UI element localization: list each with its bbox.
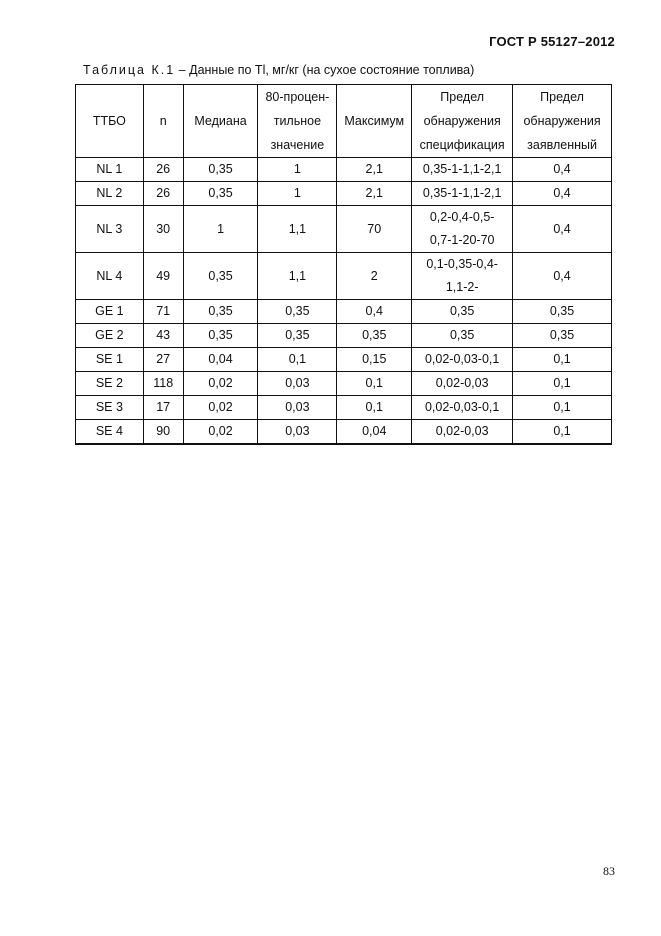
cell-n: 27: [143, 348, 183, 372]
cell-ttbo: SE 1: [76, 348, 144, 372]
spec-line: 0,2-0,4-0,5-: [429, 210, 495, 224]
spec-line: 0,1-0,35-0,4-: [426, 257, 498, 271]
spec-line: 0,35-1-1,1-2,1: [422, 186, 502, 200]
cell-median: 0,35: [183, 158, 258, 182]
column-header-line: Предел: [440, 90, 485, 104]
cell-ttbo: GE 1: [76, 300, 144, 324]
table-row: [76, 300, 612, 324]
cell-max: 2,1: [337, 182, 412, 206]
cell-max: 2,1: [337, 158, 412, 182]
spec-line: 0,02-0,03: [435, 376, 489, 390]
cell-spec: [412, 372, 513, 396]
cell-median: 0,02: [183, 372, 258, 396]
cell-max: 70: [337, 206, 412, 253]
cell-max: 0,1: [337, 396, 412, 420]
document-standard-header: ГОСТ Р 55127–2012: [489, 34, 615, 49]
column-header: [143, 85, 183, 158]
column-header: [258, 85, 337, 158]
table-row: [76, 396, 612, 420]
cell-max: 0,1: [337, 372, 412, 396]
cell-p80: 1: [258, 182, 337, 206]
cell-declared: 0,1: [513, 420, 612, 445]
cell-n: 90: [143, 420, 183, 445]
column-header: [412, 85, 513, 158]
table-row: [76, 372, 612, 396]
cell-spec: [412, 300, 513, 324]
cell-n: 43: [143, 324, 183, 348]
table-row: [76, 253, 612, 300]
cell-spec: [412, 182, 513, 206]
cell-declared: 0,35: [513, 300, 612, 324]
column-header-line: Предел: [540, 90, 584, 104]
cell-p80: 1,1: [258, 206, 337, 253]
cell-p80: 0,03: [258, 420, 337, 445]
cell-n: 118: [143, 372, 183, 396]
column-header-line: заявленный: [527, 138, 597, 152]
cell-max: 2: [337, 253, 412, 300]
cell-median: 0,02: [183, 420, 258, 445]
cell-n: 17: [143, 396, 183, 420]
spec-line: 0,02-0,03: [435, 424, 489, 438]
table-header-row: [76, 85, 612, 158]
cell-max: 0,35: [337, 324, 412, 348]
cell-median: 0,35: [183, 182, 258, 206]
cell-spec: [412, 253, 513, 300]
cell-spec: [412, 348, 513, 372]
spec-line: 0,02-0,03-0,1: [424, 352, 500, 366]
cell-ttbo: SE 2: [76, 372, 144, 396]
cell-declared: 0,4: [513, 253, 612, 300]
column-header: [76, 85, 144, 158]
spec-line: 1,1-2-: [445, 280, 479, 294]
column-header-line: тильное: [273, 114, 322, 128]
cell-n: 49: [143, 253, 183, 300]
cell-ttbo: NL 3: [76, 206, 144, 253]
table-row: [76, 158, 612, 182]
spec-line: 0,35: [449, 304, 475, 318]
table-row: [76, 182, 612, 206]
cell-median: 0,35: [183, 324, 258, 348]
table-row: [76, 348, 612, 372]
cell-median: 0,35: [183, 300, 258, 324]
table-caption: [83, 63, 474, 77]
column-header-line: обнаружения: [423, 114, 501, 128]
cell-ttbo: GE 2: [76, 324, 144, 348]
cell-n: 26: [143, 158, 183, 182]
cell-median: 0,04: [183, 348, 258, 372]
table-caption-label: Таблица К.1: [83, 63, 176, 77]
cell-spec: [412, 396, 513, 420]
spec-line: 0,02-0,03-0,1: [424, 400, 500, 414]
cell-declared: 0,1: [513, 372, 612, 396]
cell-median: 0,35: [183, 253, 258, 300]
data-table: [75, 84, 612, 445]
column-header-line: Максимум: [344, 114, 405, 128]
cell-declared: 0,4: [513, 182, 612, 206]
spec-line: 0,7-1-20-70: [429, 233, 495, 247]
spec-line: 0,35: [449, 328, 475, 342]
table-row: [76, 420, 612, 445]
column-header-line: n: [159, 114, 167, 128]
cell-n: 71: [143, 300, 183, 324]
cell-n: 30: [143, 206, 183, 253]
cell-ttbo: NL 2: [76, 182, 144, 206]
cell-p80: 0,1: [258, 348, 337, 372]
cell-max: 0,15: [337, 348, 412, 372]
cell-declared: 0,4: [513, 158, 612, 182]
column-header-line: спецификация: [419, 138, 505, 152]
page-number: 83: [603, 864, 615, 878]
cell-p80: 0,35: [258, 300, 337, 324]
cell-n: 26: [143, 182, 183, 206]
cell-p80: 0,03: [258, 372, 337, 396]
table-row: [76, 206, 612, 253]
table-header: [76, 85, 612, 158]
column-header: [513, 85, 612, 158]
cell-spec: [412, 324, 513, 348]
cell-max: 0,4: [337, 300, 412, 324]
cell-spec: [412, 206, 513, 253]
column-header: [337, 85, 412, 158]
cell-ttbo: SE 3: [76, 396, 144, 420]
table-row: [76, 324, 612, 348]
table-caption-text: – Данные по Tl, мг/кг (на сухое состояние топлива): [175, 63, 475, 77]
column-header-line: 80-процен-: [265, 90, 330, 104]
column-header-line: ТТБО: [92, 114, 126, 128]
spec-line: 0,35-1-1,1-2,1: [422, 162, 502, 176]
cell-declared: 0,35: [513, 324, 612, 348]
cell-p80: 1,1: [258, 253, 337, 300]
cell-median: 1: [183, 206, 258, 253]
cell-p80: 0,03: [258, 396, 337, 420]
cell-ttbo: NL 4: [76, 253, 144, 300]
cell-p80: 1: [258, 158, 337, 182]
cell-declared: 0,1: [513, 396, 612, 420]
column-header: [183, 85, 258, 158]
cell-declared: 0,1: [513, 348, 612, 372]
cell-max: 0,04: [337, 420, 412, 445]
column-header-line: значение: [270, 138, 325, 152]
cell-spec: [412, 420, 513, 445]
cell-ttbo: NL 1: [76, 158, 144, 182]
cell-declared: 0,4: [513, 206, 612, 253]
column-header-line: Медиана: [194, 114, 247, 128]
cell-median: 0,02: [183, 396, 258, 420]
cell-p80: 0,35: [258, 324, 337, 348]
cell-ttbo: SE 4: [76, 420, 144, 445]
column-header-line: обнаружения: [523, 114, 601, 128]
cell-spec: [412, 158, 513, 182]
table-body: [76, 158, 612, 445]
